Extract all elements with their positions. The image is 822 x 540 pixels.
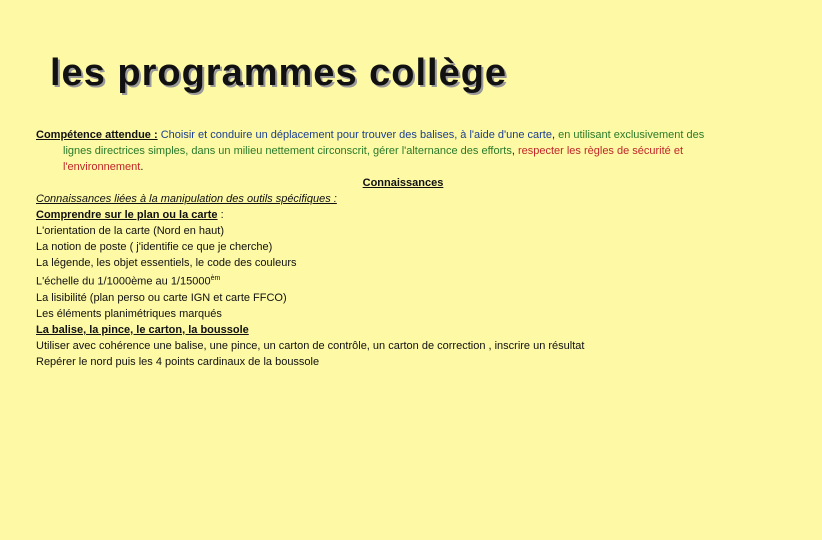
list-item: La notion de poste ( j'identifie ce que je cherche) — [36, 241, 273, 253]
list-item: Repérer le nord puis les 4 points cardinaux de la boussole — [36, 355, 320, 368]
section1-heading-suffix: : — [217, 209, 224, 221]
competence-end: . — [140, 161, 144, 173]
page-title: les programmes collège — [50, 52, 508, 94]
section2-heading: La balise, la pince, le carton, la boussole — [36, 323, 249, 336]
competence-text-blue: Choisir et conduire un déplacement pour trouver des balises, à l'aide d'une carte — [157, 129, 552, 141]
competence-sep-2: , — [511, 145, 515, 157]
section1-heading: Comprendre sur le plan ou la carte — [36, 209, 218, 221]
competence-text-green-2: lignes directrices simples, dans un milieu nettement circonscrit, gérer l'alternance des efforts — [63, 145, 512, 157]
competence-sep-1: , — [551, 129, 556, 141]
scale-superscript: èm — [210, 275, 221, 282]
connaissances-heading: Connaissances — [362, 177, 444, 189]
list-item: La lisibilité (plan perso ou carte IGN et carte FFCO) — [36, 291, 287, 304]
list-item: Les éléments planimétriques marqués — [36, 307, 222, 320]
list-item: L'orientation de la carte (Nord en haut) — [36, 225, 224, 237]
list-item: La légende, les objet essentiels, le code des couleurs — [36, 257, 297, 269]
competence-line-3 — [36, 159, 770, 175]
competence-text-red-1: respecter les règles de sécurité et — [514, 145, 684, 157]
competence-text-red-2: l'environnement — [63, 161, 141, 173]
competence-paragraph — [36, 127, 770, 143]
list-item: Utiliser avec cohérence une balise, une pince, un carton de contrôle, un carton de correction , inscrire un résultat — [36, 339, 585, 352]
connaissances-subheading: Connaissances liées à la manipulation des outils spécifiques : — [36, 193, 337, 205]
document-body — [36, 127, 770, 370]
competence-line-2 — [36, 143, 770, 159]
scale-text: L'échelle du 1/1000ème au 1/15000 — [36, 275, 211, 288]
section1-heading-line — [36, 207, 770, 223]
list-item-scale — [36, 271, 770, 290]
competence-text-green-1: en utilisant exclusivement des — [555, 129, 705, 141]
competence-label: Compétence attendue : — [36, 129, 158, 141]
